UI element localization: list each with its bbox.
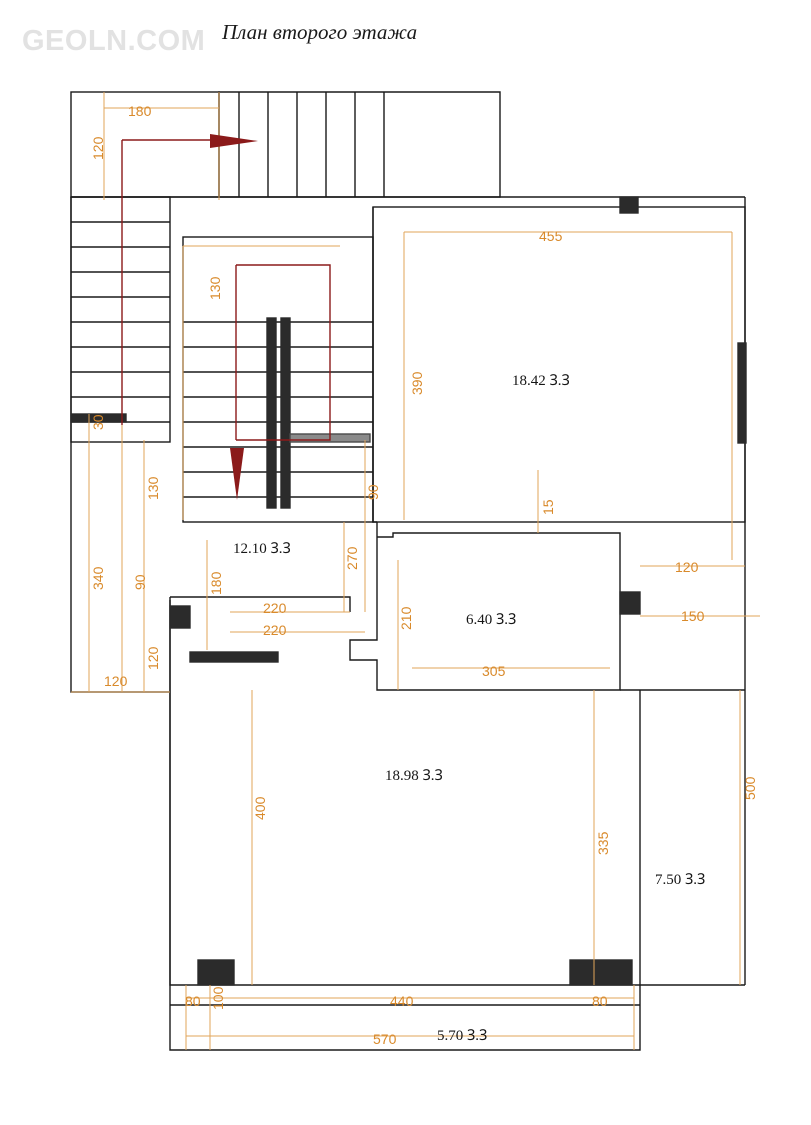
page-title: План второго этажа bbox=[222, 20, 418, 44]
room-7-50-label: 7.50 Ꝫ.Ꝫ bbox=[655, 872, 706, 888]
dim-90-left: 90 bbox=[132, 574, 148, 590]
dim-180-top: 180 bbox=[128, 103, 152, 119]
dim-440: 440 bbox=[390, 993, 414, 1009]
dim-150: 150 bbox=[681, 608, 705, 624]
dim-80-right: 80 bbox=[592, 993, 608, 1009]
dim-500: 500 bbox=[742, 776, 758, 800]
dim-130-upper: 130 bbox=[207, 276, 223, 300]
dim-220-upper: 220 bbox=[263, 600, 287, 616]
dim-100: 100 bbox=[210, 986, 226, 1010]
dim-30: 30 bbox=[90, 414, 106, 430]
room-5-70-label: 5.70 Ꝫ.Ꝫ bbox=[437, 1028, 488, 1044]
dim-120-right: 120 bbox=[675, 559, 699, 575]
room-18-98-label: 18.98 Ꝫ.Ꝫ bbox=[385, 768, 443, 784]
dim-80-left: 80 bbox=[185, 993, 201, 1009]
dim-340: 340 bbox=[90, 566, 106, 590]
dim-130-lower: 130 bbox=[145, 476, 161, 500]
room-6-40-label: 6.40 Ꝫ.Ꝫ bbox=[466, 612, 517, 628]
dim-210: 210 bbox=[398, 606, 414, 630]
dim-180-mid: 180 bbox=[208, 571, 224, 595]
dim-120-bottomleft: 120 bbox=[104, 673, 128, 689]
dim-90-stair: 90 bbox=[365, 484, 381, 500]
dim-455: 455 bbox=[539, 228, 563, 244]
dim-120-leftlow: 120 bbox=[145, 646, 161, 670]
dim-570: 570 bbox=[373, 1031, 397, 1047]
dim-335: 335 bbox=[595, 831, 611, 855]
dim-400: 400 bbox=[252, 796, 268, 820]
dim-15: 15 bbox=[540, 499, 556, 515]
room-18-42-label: 18.42 Ꝫ.Ꝫ bbox=[512, 373, 570, 389]
dim-120-topleft: 120 bbox=[90, 136, 106, 160]
dim-270: 270 bbox=[344, 546, 360, 570]
room-12-10-label: 12.10 Ꝫ.Ꝫ bbox=[233, 541, 291, 557]
watermark-geoln: GEOLN.COM bbox=[22, 25, 206, 57]
dim-390: 390 bbox=[409, 371, 425, 395]
dim-305: 305 bbox=[482, 663, 506, 679]
dim-220-lower: 220 bbox=[263, 622, 287, 638]
